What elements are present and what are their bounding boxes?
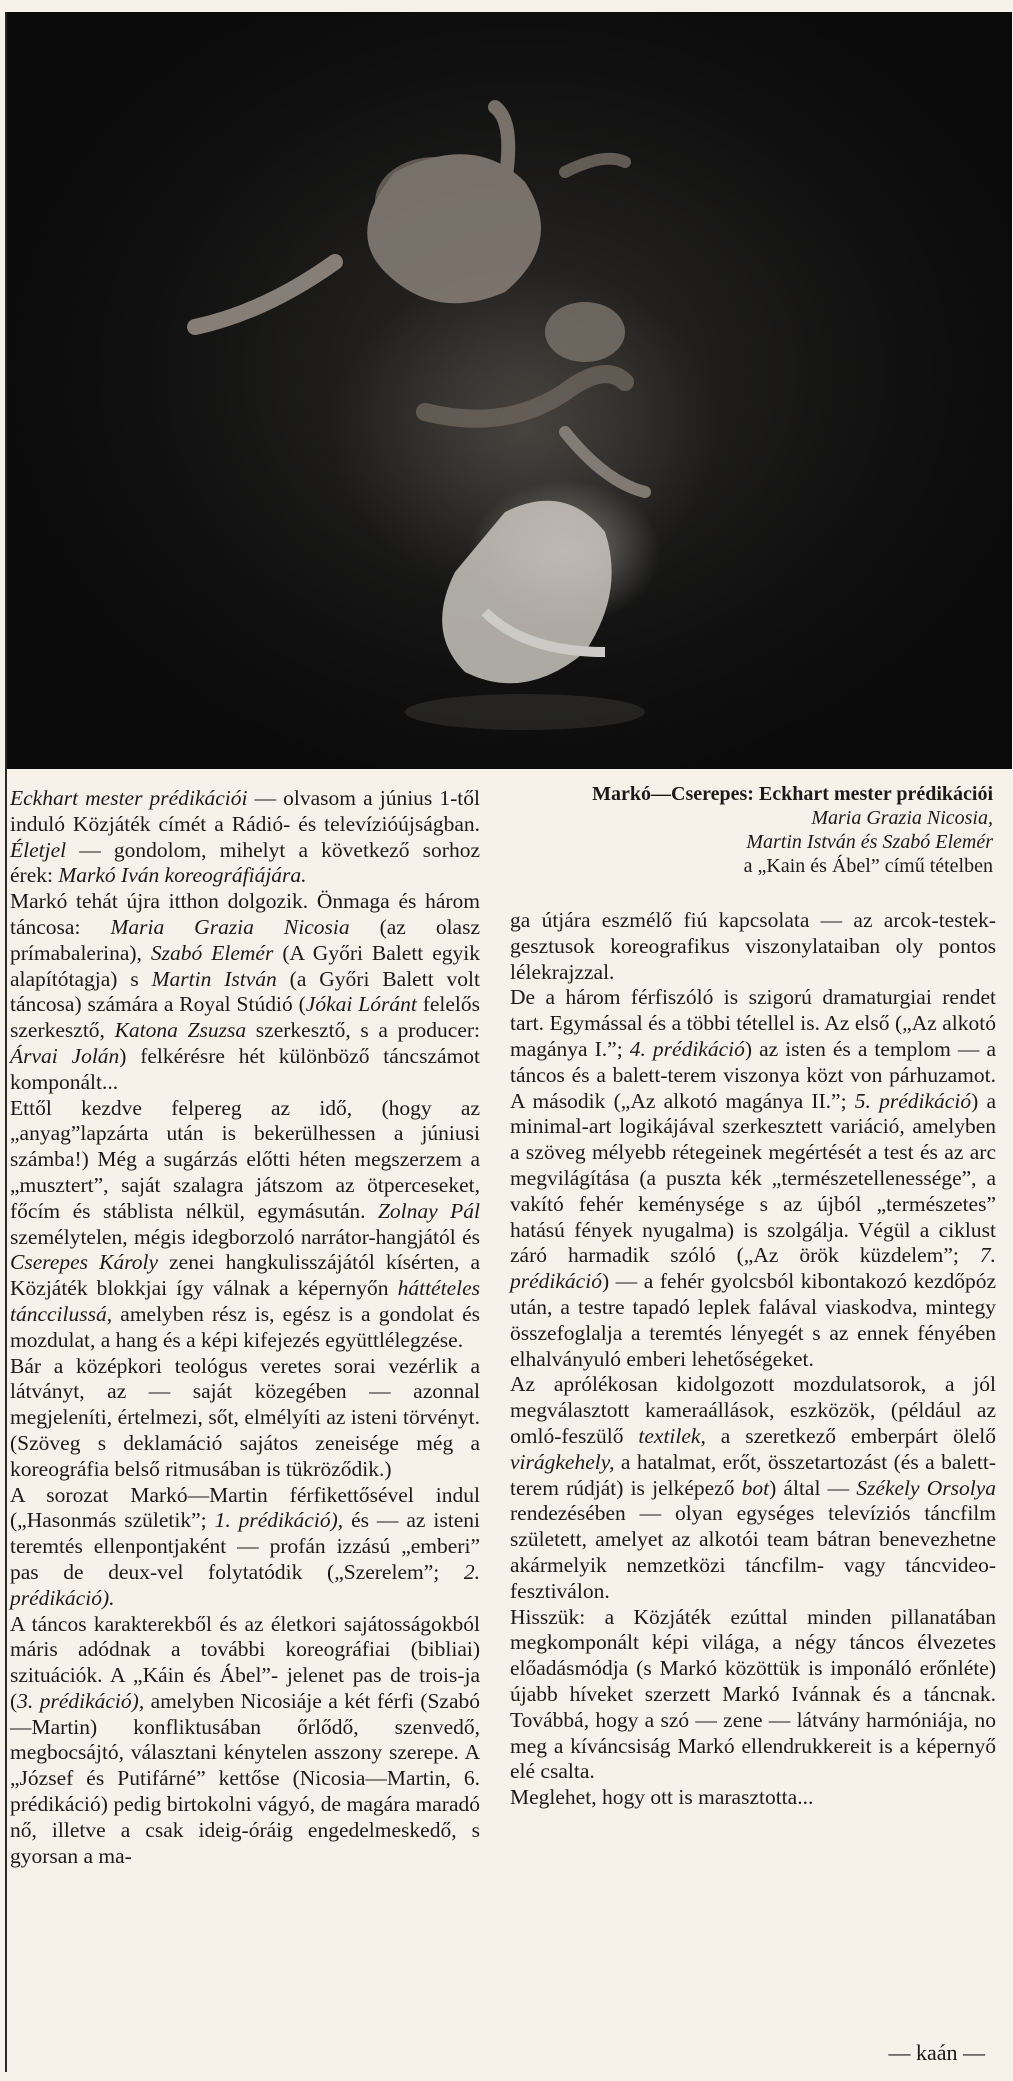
paragraph [10, 1483, 480, 1612]
article-left-column [10, 786, 480, 1869]
text-span: 7. prédikáció [510, 1243, 996, 1294]
paragraph [10, 889, 480, 1095]
text-span: 3. prédikáció), [17, 1688, 145, 1713]
text-span: Hisszük: a Közjáték ezúttal minden pillanatában megkomponált képi világa, a négy táncos élvezetes előadásmódja (s Markó közöttük is imponáló erőnléte) újabb híveket szerzett Markó Ivánnak és a táncnak. Továbbá, hogy a szó — zene — látvány harmóniája, no meg a kíváncsiság Markó ellendrukkereit is a képernyő elé csalta. [510, 1604, 996, 1784]
author-signature: — kaán — [888, 2040, 985, 2065]
text-span: a hatalmat, erőt, összetartozást (és a balett-terem rúdját) is jelképező [510, 1449, 996, 1500]
text-span: amelyben rész is, egész is a gondolat és mozdulat, a hang és a képi kifejezés együttlélegzése. [10, 1301, 480, 1352]
text-span: Cserepes Károly [10, 1250, 159, 1275]
text-span: háttételes tánccilussá, [10, 1276, 480, 1326]
text-span: Életjel [10, 837, 67, 862]
text-span: — olvasom a június 1-től induló Közjáték címét a Rádió- és televízióújságban. [10, 786, 481, 836]
text-span: Ettől kezdve felpereg az idő, (hogy az „anyag”lapzárta után is bekerülhessen a júniusi számba!) Még a sugárzás előtti héten megszerzem a „musztert”, saját szalagra játszom az ötperceseket, főcím és stáblista nélkül, egymásután. [10, 1095, 480, 1223]
text-span: textilek, [638, 1423, 706, 1448]
paragraph [510, 985, 996, 1372]
text-span: Martin István [151, 966, 277, 991]
text-span: Eckhart mester prédikációi [10, 786, 248, 810]
paragraph [510, 1372, 996, 1604]
paragraph [10, 1612, 480, 1870]
photo-caption [473, 782, 993, 878]
text-span: A sorozat Markó—Martin férfikettősével indul („Hasonmás születik”; [10, 1482, 480, 1533]
text-span: felelős szerkesztő, [10, 992, 481, 1043]
text-span: Meglehet, hogy ott is marasztotta... [510, 1785, 814, 1810]
text-span: 2. prédikáció). [10, 1559, 480, 1610]
text-span: virágkehely, [510, 1449, 615, 1474]
left-margin-rule [5, 12, 7, 2072]
text-span: ) — a fehér gyolcsból kibontakozó kezdőpóz után, a testre tapadó leplek falával viaskodva, mintegy összefoglalja a teremtés lényegét s az ennek fényében elhalványuló emberi lehetőségeket. [510, 1269, 996, 1371]
dance-photo [5, 12, 1012, 769]
caption-title: Markó—Cserepes: Eckhart mester prédikációi [592, 783, 993, 805]
text-span: a szeretkező emberpárt ölelő [705, 1423, 996, 1448]
text-span: és — az isteni teremtés ellenpontjaként — profán izzású „emberi” pas de deux-vel folytatódik („Szerelem”; [10, 1508, 480, 1584]
text-span: amelyben Nicosiáje a két férfi (Szabó—Martin) konfliktusában őrlődő, szenvedő, megbocsájtó, választani kénytelen asszony szerepe. A „József és Putifárné” kettőse (Nicosia—Martin, 6. prédikáció) pedig birtokolni vágyó, de magára maradó nő, illetve a csak ideig-óráig engedelmeskedő, s gyorsan a ma- [10, 1688, 480, 1868]
caption-line-3: a „Kain és Ábel” című tételben [743, 855, 993, 877]
text-span: Katona Zsuzsa [114, 1018, 247, 1043]
text-span: ) felkérésre hét különböző táncszámot komponált... [10, 1043, 480, 1094]
caption-line-1: Maria Grazia Nicosia, [811, 807, 993, 829]
paragraph [510, 1605, 996, 1786]
caption-line-2: Martin István és Szabó Elemér [746, 831, 993, 853]
text-span: Árvai Jolán [10, 1043, 120, 1068]
text-span: Zolnay Pál [377, 1198, 480, 1223]
text-span: rendezésében — olyan egységes televíziós táncfilm született, amelyet az alkotói team bátran benevezhetne akármelyik nemzetközi táncfilm- vagy táncvideo-fesztiválon. [510, 1501, 996, 1603]
text-span: Bár a középkori teológus veretes sorai vezérlik a látványt, az — saját közegében — azonnal megjeleníti, értelmezi, sőt, elmélyíti az isteni törvényt. (Szöveg s deklamáció sajátos zeneisége még a koreográfia belső ritmusában is tükröződik.) [10, 1353, 480, 1481]
text-span: 5. prédikáció [854, 1088, 972, 1113]
text-span: személytelen, mégis idegborzoló narrátor-hangjától és [10, 1224, 480, 1249]
text-span: ) az isten és a templom — a táncos és a balett-terem viszonya közt von párhuzamot. A második („Az alkotó magánya II.”; [510, 1036, 996, 1113]
paragraph [10, 1354, 480, 1483]
text-span: ) által — [769, 1475, 857, 1500]
text-span: (A Győri Balett egyik alapítótagja) s [10, 940, 481, 991]
text-span: bot [741, 1475, 770, 1500]
text-span: szerkesztő, s a producer: [246, 1018, 481, 1043]
text-span: 4. prédikáció [629, 1036, 745, 1061]
paragraph [510, 908, 996, 985]
paragraph [10, 786, 480, 889]
text-span: Szabó Elemér [150, 940, 274, 965]
paragraph [10, 1096, 480, 1354]
text-span: Maria Grazia Nicosia [110, 914, 350, 939]
dance-photo-icon [5, 12, 1012, 769]
text-span: (a Győri Balett volt táncosa) számára a Royal Stúdió ( [10, 966, 480, 1017]
text-span: — gondolom, mihelyt a következő sorhoz érek: [10, 837, 480, 888]
text-span: ga útjára eszmélő fiú kapcsolata — az arcok-testek-gesztusok koreografikus viszonylataiban oly pontos lélekrajzzal. [510, 908, 996, 984]
text-span: Jókai Lóránt [305, 992, 417, 1017]
text-span: Az aprólékosan kidolgozott mozdulatsorok, a jól megválasztott kameraállások, eszközök, (például az omló-feszülő [510, 1372, 996, 1448]
text-span: 1. prédikáció), [214, 1508, 344, 1533]
text-span: Székely Orsolya [856, 1475, 996, 1500]
paragraph [510, 1785, 996, 1811]
text-span: Markó tehát újra itthon dolgozik. Önmaga és három táncosa: [10, 889, 480, 939]
text-span: (az olasz prímabalerina), [10, 914, 480, 965]
article-right-column [510, 908, 996, 1811]
text-span: A táncos karakterekből és az életkori sajátosságokból máris adódnak a további koreográfiai (bibliai) szituációk. A „Káin és Ábel”- jelenet pas de trois-ja ( [10, 1611, 480, 1713]
text-span: ) a minimal-art logikájával szerkesztett variáció, amelyben a szöveg mélyebb rétegeinek megértését a test és az arc megvilágítása (a puszta kék „természetellenessége”, a vakító fehér keménysége s az újból „természetes” hatású fények nyugalma) is szolgálja. Végül a ciklust záró harmadik szóló („Az örök küzdelem”; [510, 1088, 996, 1268]
text-span: De a három férfiszóló is szigorú dramaturgiai rendet tart. Egymással és a többi tétellel is. Az első („Az alkotó magánya I.”; [510, 985, 996, 1061]
text-span: zenei hangkulisszájától kísérten, a Közjáték blokkjai így válnak a képernyőn [10, 1250, 480, 1301]
text-span: Markó Iván koreográfiájára. [58, 863, 307, 888]
